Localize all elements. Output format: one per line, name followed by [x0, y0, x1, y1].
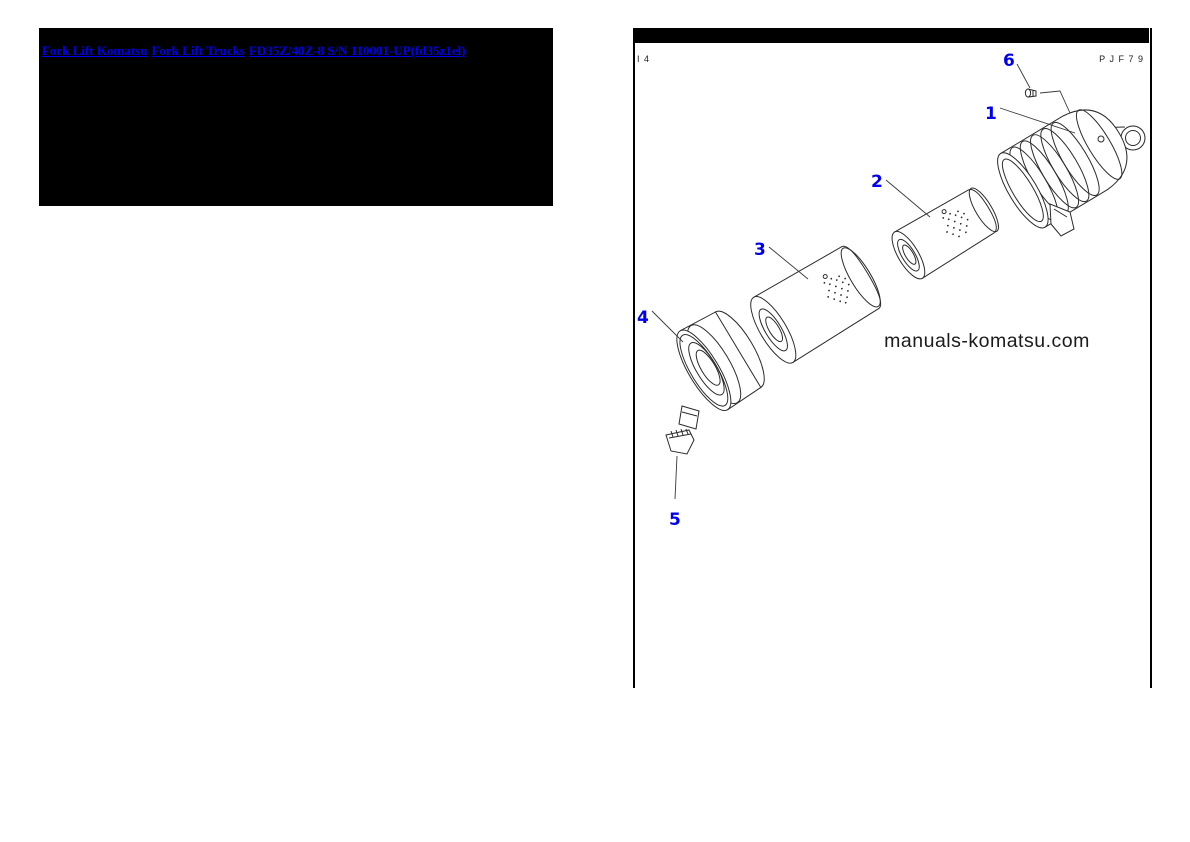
- watermark-text: manuals-komatsu.com: [884, 330, 1090, 352]
- preview-panel: [39, 28, 553, 206]
- callout-5[interactable]: 5: [669, 510, 681, 530]
- callout-1[interactable]: 1: [985, 104, 997, 124]
- part-vacuator-valve: [666, 429, 694, 454]
- callout-3[interactable]: 3: [754, 240, 766, 260]
- breadcrumb: [42, 44, 550, 58]
- breadcrumb-link-model[interactable]: FD35Z/40Z-8 S/N 110001-UP(fd35z1el): [248, 43, 466, 58]
- callout-2[interactable]: 2: [871, 172, 883, 192]
- dust-cup-spout: [679, 406, 699, 429]
- exploded-view-diagram: [633, 28, 1152, 688]
- part-inner-element: [886, 183, 1005, 284]
- parts-diagram-panel: [633, 28, 1152, 688]
- callout-4[interactable]: 4: [637, 308, 649, 328]
- breadcrumb-link-brand[interactable]: Fork Lift Komatsu: [42, 43, 148, 58]
- figure-code-left: I 4: [637, 54, 651, 64]
- breadcrumb-link-category[interactable]: Fork Lift Trucks: [151, 43, 245, 58]
- figure-code-right: P J F 7 9: [1099, 54, 1144, 64]
- part-bolt: [1025, 89, 1036, 97]
- callout-6[interactable]: 6: [1003, 51, 1015, 71]
